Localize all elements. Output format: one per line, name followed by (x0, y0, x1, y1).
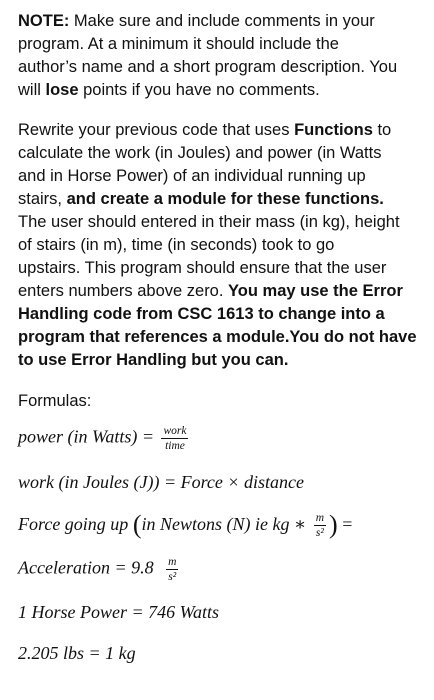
formula-horse-power: 1 Horse Power = 746 Watts (18, 602, 219, 622)
formula-power (18, 425, 191, 452)
formula-power-lhs: power (in Watts) = (18, 426, 154, 447)
formulas-heading: Formulas: (18, 392, 92, 410)
formula-acceleration-denominator: s² (168, 571, 177, 583)
task-line-8: enters numbers above zero. You may use the Error (18, 282, 403, 300)
formula-force-denominator: s² (315, 527, 324, 540)
formula-power-fraction (161, 425, 188, 452)
formula-force-equals: = (342, 514, 353, 534)
task-line-3: and in Horse Power) of an individual running up (18, 167, 366, 185)
task-line-7: upstairs. This program should ensure that the user (18, 259, 387, 277)
formula-force (18, 510, 352, 540)
formula-force-numerator: m (315, 512, 325, 525)
formula-force-close-paren: ) (329, 510, 338, 539)
formula-force-fraction (314, 512, 326, 539)
task-line-6: of stairs (in m), time (in seconds) took to go (18, 236, 335, 254)
task-line-2: calculate the work (in Joules) and power (in Watts (18, 144, 382, 162)
task-line-4: stairs, and create a module for these functions. (18, 190, 384, 208)
formula-power-denominator: time (165, 440, 185, 452)
note-line-4: will lose points if you have no comments. (18, 81, 320, 99)
formula-acceleration-fraction (166, 556, 178, 583)
formula-force-units: in Newtons (N) ie kg ∗ (141, 514, 307, 534)
task-line-9: Handling code from CSC 1613 to change into a (18, 305, 385, 323)
note-line-2: program. At a minimum it should include the (18, 35, 339, 53)
formula-force-open-paren: ( (132, 510, 142, 539)
formula-force-label: Force going up (18, 514, 129, 534)
task-line-5: The user should entered in their mass (in kg), height (18, 213, 400, 231)
formula-power-numerator: work (163, 425, 187, 437)
note-line-3: author’s name and a short program description. You (18, 58, 398, 76)
task-line-11: to use Error Handling but you can. (18, 351, 289, 369)
task-paragraph (18, 119, 422, 372)
note-label: NOTE: (18, 12, 70, 30)
task-line-1: Rewrite your previous code that uses Functions to (18, 121, 392, 139)
formula-acceleration (18, 556, 181, 583)
note-paragraph (18, 10, 422, 102)
task-line-10: program that references a module.You do not have (18, 328, 417, 346)
note-line-1: NOTE: Make sure and include comments in your (18, 12, 375, 30)
formula-acceleration-numerator: m (168, 556, 177, 568)
formula-lbs-kg: 2.205 lbs = 1 kg (18, 643, 136, 663)
formula-work: work (in Joules (J)) = Force × distance (18, 472, 305, 492)
formula-acceleration-lhs: Acceleration = 9.8 (18, 557, 154, 578)
